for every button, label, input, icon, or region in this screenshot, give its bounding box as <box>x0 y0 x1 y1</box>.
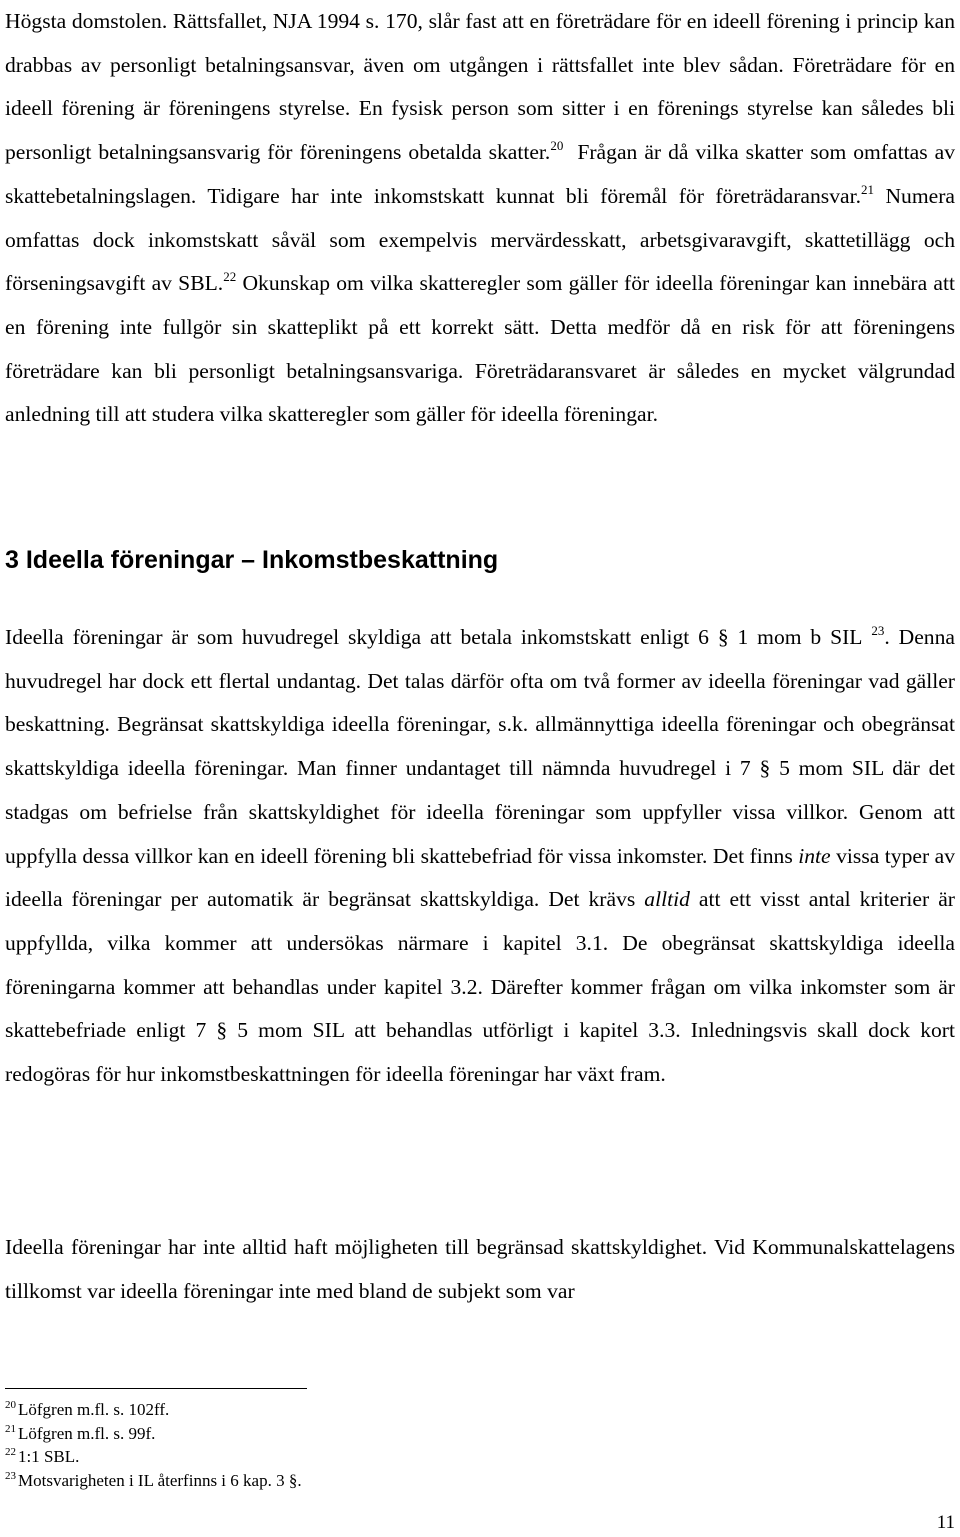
section-heading: 3 Ideella föreningar – Inkomstbeskattning <box>5 546 499 574</box>
emphasis-text: inte <box>798 843 831 868</box>
footnote-number: 22 <box>5 1446 16 1458</box>
footnote-text: Motsvarigheten i IL återfinns i 6 kap. 3 §. <box>18 1470 302 1490</box>
footnote-ref-20[interactable]: 20 <box>550 138 564 154</box>
paragraph-text: Högsta domstolen. Rättsfallet, NJA 1994 s. 170, slår fast att en företrädare för en ideell förening i princip kan drabbas av personligt betalningsansvar, även om utgången i rättsfallet inte blev sådan. Företrädare för en ideell förening är föreningens styrelse. En fysisk person som sitter i en förenings styrelse kan således bli personligt betalningsansvarig för föreningens obetalda skatter. <box>5 9 955 165</box>
footnote-ref-21[interactable]: 21 <box>861 181 874 197</box>
footnote-ref-23[interactable]: 23 <box>871 623 885 638</box>
document-page <box>5 0 955 1537</box>
footnote-ref-22[interactable]: 22 <box>223 269 237 285</box>
paragraph-liability <box>5 0 955 437</box>
paragraph-text: Okunskap om vilka skatteregler som gäller för ideella föreningar kan innebära att en förening inte fullgör sin skatteplikt på ett korrekt sätt. Detta medför då en risk för att föreningens företrädare kan bli personligt betalningsansvariga. Företrädaransvaret är således en mycket välgrundad anledning till att studera vilka skatteregler som gäller för ideella föreningar. <box>5 271 955 427</box>
footnote-number: 20 <box>5 1399 16 1411</box>
footnote-22 <box>5 1445 955 1469</box>
paragraph-text: vissa typer av ideella föreningar per automatik är begränsat skattskyldiga. Det krävs <box>5 843 956 912</box>
footnote-23 <box>5 1469 955 1493</box>
footnote-text: Löfgren m.fl. s. 102ff. <box>18 1400 170 1419</box>
paragraph-text: Ideella föreningar är som huvudregel skyldiga att betala inkomstskatt enligt 6 § 1 mom b SIL <box>5 625 863 649</box>
paragraph-text: Numera omfattas dock inkomstskatt såväl som exempelvis mervärdesskatt, arbetsgivaravgift, skattetillägg och förseningsavgift av SBL. <box>5 183 955 296</box>
paragraph-text: . Denna huvudregel har dock ett flertal undantag. Det talas därför ofta om två former av ideella föreningar vad gäller beskattning. Begränsat skattskyldiga ideella föreningar, s.k. allmännyttiga ideella föreningar och obegränsat skattskyldiga ideella föreningar. Man finner undantaget till nämnda huvudregel i 7 § 5 mom SIL där det stadgas om befrielse från skattskyldighet för ideella föreningar som uppfyller vissa villkor. Genom att uppfylla dessa villkor kan en ideell förening bli skattebefriad för vissa inkomster. Det finns <box>5 625 955 868</box>
footnote-20 <box>5 1398 955 1422</box>
footnote-number: 23 <box>5 1469 16 1482</box>
paragraph-history: Ideella föreningar har inte alltid haft möjligheten till begränsad skattskyldighet. Vid Kommunalskattelagens tillkomst var ideella föreningar inte med bland de subjekt som var <box>5 1235 955 1303</box>
footnote-text: Löfgren m.fl. s. 99f. <box>18 1423 156 1443</box>
footnote-number: 21 <box>5 1422 16 1435</box>
paragraph-income-tax <box>5 616 955 1097</box>
footnote-separator <box>5 1388 307 1389</box>
footnotes <box>5 1398 955 1492</box>
paragraph-text: att ett visst antal kriterier är uppfyllda, vilka kommer att undersökas närmare i kapitel 3.1. De obegränsat skattskyldiga ideella föreningarna kommer att behandlas under kapitel 3.2. Därefter kommer frågan om vilka inkomster som är skattebefriade enligt 7 § 5 mom SIL att behandlas utförligt i kapitel 3.3. Inledningsvis skall dock kort redogöras för hur inkomstbeskattningen för ideella föreningar har växt fram. <box>5 887 955 1087</box>
emphasis-text: alltid <box>644 887 690 912</box>
footnote-text: 1:1 SBL. <box>18 1447 80 1466</box>
footnote-21 <box>5 1422 955 1446</box>
page-number: 11 <box>936 1512 955 1533</box>
paragraph-text: Frågan är då vilka skatter som omfattas av skattebetalningslagen. Tidigare har inte inkomstskatt kunnat bli föremål för företrädaransvar. <box>5 140 955 208</box>
